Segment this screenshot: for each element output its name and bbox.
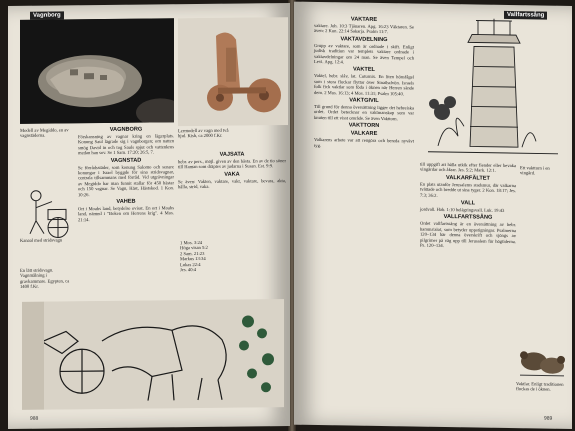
heading-vakttorn: VAKTTORN xyxy=(348,122,380,130)
caption-kanal: Kanaal med stridsvagn xyxy=(20,237,63,243)
text-vaktgivil: Till grund för denna översättning ligger det hebreiska ordet. Ordet betecknar en vaktmanskap som var knuten till ett visst område. Se även Vakttorn. xyxy=(314,104,414,122)
heading-vaka: VAKA xyxy=(224,171,240,178)
text-vagnstad: Se förrådsstäder, som konung Salomo och senare konungar i Israel byggde för sina stridsvagnar, centrala tillsammans med förråd. Vid utgrävningar av Megiddo har man funnit stallar för 450 hästar och 150 vagnar. Se Vagn, Häst, Hästskod. 1 Kon. 10:26. xyxy=(78,163,174,197)
caption-clay-model: Lermodell av vagn med två hjul. Kish, ca 2000 f.Kr. xyxy=(178,127,229,139)
megiddo-model-photo xyxy=(20,18,174,124)
heading-vaktare: VAKTARE xyxy=(350,16,378,23)
vaka-references xyxy=(180,239,286,273)
reference: Jes. 40:4 xyxy=(180,267,197,273)
right-page-header: Vallfartssång xyxy=(504,11,547,20)
text-vagnborg: Förskansning av vagnar kring en lägerplats. Konung Saul lägrade sig i vagnborgen; om natten smög David in och tog Sauls spjut och vattenkrus medan han sov. Se 1 Sam. 17:20; 26:5, 7. xyxy=(78,133,174,156)
reference: Lukas 22:4 xyxy=(180,261,201,267)
text-vaktel: Vaktel, hebr. slåv, lat. Coturnix. En liten hönsfågel som i stora flockar flyttar över Sinaihalvön. Israels folk fick vaktlar som föda i öknen när Herren sände dem. 2 Mos. 16:13; 4 Mos. 11:31; Psalm 105:40. xyxy=(314,73,414,97)
clay-wagon-photo xyxy=(178,17,288,126)
left-page-header: Vagnborg xyxy=(30,11,64,19)
heading-vagnstad: VAGNSTAD xyxy=(110,157,142,164)
heading-valkarfaltet: VALKARFÄLTET xyxy=(446,174,490,182)
heading-vaktel: VAKTEL xyxy=(353,66,375,74)
reference: 2 Sam. 21:23 xyxy=(180,250,205,257)
towers-text-column xyxy=(420,162,516,250)
reference: 1 Mos. 3:24 xyxy=(180,239,203,246)
heading-vagnborg: VAGNBORG xyxy=(109,126,143,133)
vajsata-section xyxy=(178,149,286,190)
chariot-painting xyxy=(22,299,284,410)
chariot-illustration xyxy=(22,175,74,246)
heading-vall: VALL xyxy=(460,200,476,207)
text-valkarfaltet: En plats utanför Jerusalems stadsmur, där valkarna tvättade och bredde ut sina tyger. 2 Kon. 18:17; Jes. 7:3; 36:2. xyxy=(420,181,516,198)
heading-vallfartssang: VALLFARTSSÅNG xyxy=(443,214,493,222)
right-page-number: 989 xyxy=(544,415,553,422)
text-towers: till uppgift att hålla utkik efter fiender eller bevaka vingårdar och åkrar. Jes. 5:2; Mark. 12:1. xyxy=(420,161,516,174)
text-vaheb: Ort i Moabs land, betydelse ovisst. En ort i Moabs land, nämnd i "Boken om Herrens krig". 4 Mos. 21:14. xyxy=(78,205,174,223)
text-vaktare: vaktare. Joh. 10:3 Tjänaren. Apg. 16:23 Väktaren. Se även: 2 Kon. 22:14 Sakarja. Psalm 11:7. xyxy=(314,22,414,35)
caption-vagnborg-model: Modell av Megiddo, en av vagnstäderna. xyxy=(20,127,69,139)
caption-light-chariot: En lätt stridsvagn. Vagnmålning i gravkammare. Egypten, ca 1400 f.Kr. xyxy=(20,267,70,290)
vaktare-column xyxy=(314,14,414,150)
heading-valkare: VALKARE xyxy=(350,130,378,138)
vagnborg-section xyxy=(78,124,174,222)
text-vaktavdelning: Grupp av vaktare, som är ordnade i skift. Enligt judisk tradition var templets vaktare ordnade i vaktavdelningar om 24 man. Se även Tempel och Levi. Apg. 12:4. xyxy=(314,42,414,65)
text-vall: jordvall. Hab. 1:10 belägringsvall. Luk. 19:43 xyxy=(420,206,505,213)
heading-vajsata: VAJSATA xyxy=(219,151,245,158)
quail-illustration xyxy=(516,335,568,380)
left-page-number: 988 xyxy=(30,415,39,422)
text-vallfartssang: Ordet vallfartssång är en översättning av hebr. hamma'alot, som betyder uppstigningar. Psalmerna 120–134 bär denna överskrift och sjöngs av pilgrimer på väg upp till Jerusalem för högtiderna. Ps. 120–134. xyxy=(420,221,516,249)
text-valkare: Valkarens arbete var att rengöra och bereda nyvävt tyg. xyxy=(314,137,414,148)
reference: Höga visan 5:2 xyxy=(180,245,208,251)
text-vaka: Se även: Vakten, vaktare, vakt, vaktare, bevara, akta, hålla, strid, vaka. xyxy=(178,177,286,190)
right-page xyxy=(294,2,572,429)
watchtower-illustration xyxy=(418,16,566,158)
caption-quail: Vaktlar. Enligt traditionen flockas de i öknen. xyxy=(516,381,564,393)
heading-vaheb: VAHEB xyxy=(116,198,136,205)
reference: Markus 13:34 xyxy=(180,256,206,262)
heading-vaktavdelning: VAKTAVDELNING xyxy=(340,36,388,43)
caption-watchtower: Ett vakttorn i en vingård. xyxy=(520,165,550,176)
text-vajsata: hebr. av pers., möjl. given av den bästa. En av de tio söner till Haman som dräptes av judarna i Susan. Est. 9:9. xyxy=(178,158,286,170)
heading-vaktgivil: VAKTGIVIL xyxy=(349,97,379,105)
left-page xyxy=(8,3,290,429)
